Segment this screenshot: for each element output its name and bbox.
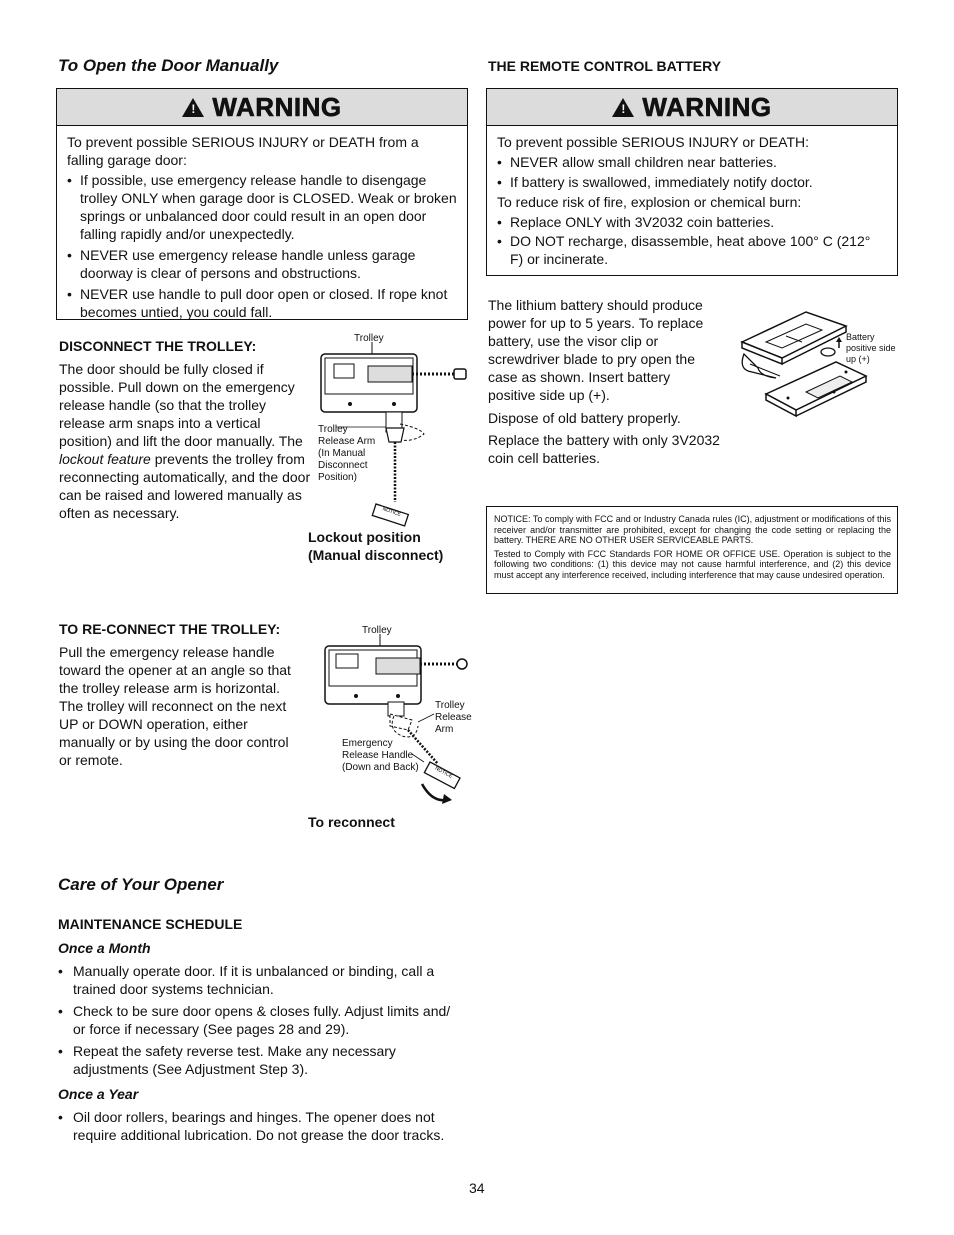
fcc-notice-box xyxy=(486,506,898,594)
monthly-item: • Manually operate door. If it is unbalanced or binding, call a trained door systems technician. xyxy=(58,962,458,998)
warning-title: WARNING xyxy=(212,91,342,122)
warning-header xyxy=(57,89,467,126)
disconnect-text xyxy=(59,360,311,522)
disconnect-text-b: prevents the trolley from reconnecting automatically, and the door can be raised and lowered manually as often as necessary. xyxy=(59,451,311,521)
once-a-year-heading: Once a Year xyxy=(58,1086,139,1102)
disconnect-heading: DISCONNECT THE TROLLEY: xyxy=(59,338,257,354)
section-title-battery: THE REMOTE CONTROL BATTERY xyxy=(488,58,722,74)
battery-text: The lithium battery should produce power for up to 5 years. To replace battery, use the visor clip or screwdriver blade to pry open the case as shown. Insert battery positive side up (+). xyxy=(488,297,704,403)
fig2-label-arm: Trolley Release Arm xyxy=(435,700,472,735)
warning-bullet: • DO NOT recharge, disassemble, heat above 100° C (212° F) or incinerate. xyxy=(497,232,887,268)
trolley-reconnect-diagram xyxy=(322,634,472,809)
fig2-notice-tag: NOTICE xyxy=(433,765,454,780)
reconnect-heading: TO RE-CONNECT THE TROLLEY: xyxy=(59,621,281,637)
trolley-disconnect-diagram xyxy=(316,342,476,527)
page-number: 34 xyxy=(469,1180,485,1196)
reconnect-text: Pull the emergency release handle toward the opener at an angle so that the trolley release arm is horizontal. The trolley will reconnect on the next UP or DOWN operation, either manually or by using the door control or remote. xyxy=(59,644,291,768)
section-title-care: Care of Your Opener xyxy=(58,875,224,894)
battery-label: Battery positive side up (+) xyxy=(846,332,896,364)
warning-intro: To prevent possible SERIOUS INJURY or DEATH: xyxy=(497,134,809,150)
warning-bullet: • NEVER use emergency release handle unless garage doorway is clear of persons and obstructions. xyxy=(67,246,457,282)
yearly-list xyxy=(58,1108,458,1144)
fcc-notice-p2: Tested to Comply with FCC Standards FOR HOME OR OFFICE USE. Operation is subject to the following two conditions: (1) this device may not cause harmful interference, and (2) this device must accept any interference received, including interference that may cause undesired operation. xyxy=(494,548,891,580)
warning-mid: To reduce risk of fire, explosion or chemical burn: xyxy=(497,194,802,210)
warning-bullets xyxy=(67,171,457,321)
warning-triangle-icon: ! xyxy=(182,98,204,117)
warning-triangle-icon: ! xyxy=(612,98,634,117)
monthly-item: • Check to be sure door opens & closes fully. Adjust limits and/ or force if necessary (See pages 28 and 29). xyxy=(58,1002,458,1038)
dispose-text: Dispose of old battery properly. xyxy=(488,410,681,426)
maintenance-heading: MAINTENANCE SCHEDULE xyxy=(58,916,243,932)
fig2-label-trolley: Trolley xyxy=(362,625,392,636)
fig2-caption: To reconnect xyxy=(308,814,395,830)
warning-bullets-a xyxy=(497,153,887,192)
warning-bullets-b xyxy=(497,213,887,268)
fig1-label-trolley: Trolley xyxy=(354,333,384,344)
fig1-notice-tag: NOTICE xyxy=(381,506,402,518)
replace-text: Replace the battery with only 3V2032 coin cell batteries. xyxy=(488,432,720,466)
disconnect-text-italic: lockout feature xyxy=(59,451,151,467)
disconnect-text-a: The door should be fully closed if possible. Pull down on the emergency release handle (so that the trolley release arm snaps into a vertical position) and lift the door manually. The xyxy=(59,361,303,449)
warning-bullet: • If possible, use emergency release handle to disengage trolley ONLY when garage door is CLOSED. Weak or broken springs or unbalanced door could result in an open door falling rapidly and/or unexpectedly. xyxy=(67,171,457,243)
warning-box-right xyxy=(486,88,898,276)
fig1-label-arm: Trolley Release Arm (In Manual Disconnect Position) xyxy=(318,424,376,483)
fig1-caption-line2: (Manual disconnect) xyxy=(308,547,444,563)
warning-bullet: • NEVER use handle to pull door open or closed. If rope knot becomes untied, you could fall. xyxy=(67,285,457,321)
warning-bullet: • NEVER allow small children near batteries. xyxy=(497,153,887,172)
warning-bullet: • If battery is swallowed, immediately notify doctor. xyxy=(497,173,887,192)
once-a-month-heading: Once a Month xyxy=(58,940,151,956)
warning-header xyxy=(487,89,897,126)
fig1-caption-line1: Lockout position xyxy=(308,529,421,545)
section-title-open-manually: To Open the Door Manually xyxy=(58,56,279,75)
warning-title: WARNING xyxy=(642,91,772,122)
fig2-label-handle: Emergency Release Handle (Down and Back) xyxy=(342,738,419,773)
monthly-list xyxy=(58,962,458,1078)
fig1-caption xyxy=(308,528,443,564)
yearly-item: • Oil door rollers, bearings and hinges. The opener does not require additional lubrication. Do not grease the door tracks. xyxy=(58,1108,458,1144)
warning-intro: To prevent possible SERIOUS INJURY or DEATH from a falling garage door: xyxy=(67,134,419,168)
warning-bullet: • Replace ONLY with 3V2032 coin batteries. xyxy=(497,213,887,231)
warning-box-left xyxy=(56,88,468,320)
fcc-notice-p1: NOTICE: To comply with FCC and or Industry Canada rules (IC), adjustment or modifications of this receiver and/or transmitter are prohibited, except for changing the code setting or replacing the battery. THERE ARE NO OTHER USER SERVICEABLE PARTS. xyxy=(494,514,891,545)
monthly-item: • Repeat the safety reverse test. Make any necessary adjustments (See Adjustment Step 3). xyxy=(58,1042,458,1078)
